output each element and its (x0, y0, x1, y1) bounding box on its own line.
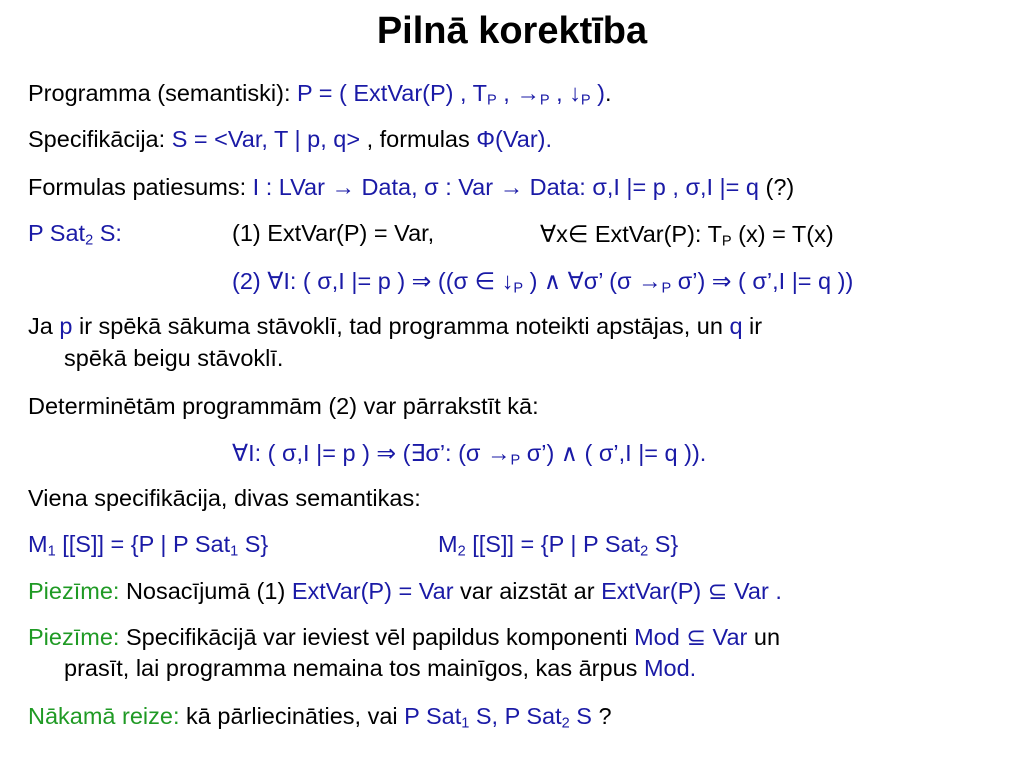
sat2-condition-2: (2) ∀I: ( σ,I |= p ) ⇒ ((σ ∈ $↓_P$ ) ∧ ∀σ’ ($\sigma \to_P$ σ’) ⇒ ( σ’,I |= q )) (232, 268, 854, 297)
deterministic-line: Determinētām programmām (2) var pārrakstīt kā: (28, 393, 539, 419)
note-1-line: Piezīme: Nosacījumā (1) ExtVar(P) = Var var aizstāt ar ExtVar(P) ⊆ Var . (28, 578, 782, 604)
explanation-line: Ja p ir spēkā sākuma stāvoklī, tad programma noteikti apstājas, un q ir (28, 313, 763, 339)
formula-truth-line: Formulas patiesums: I : LVar → Data, σ : Var → Data: σ,I |= p , σ,I |= q (?) (28, 174, 795, 200)
explanation-line-cont: spēkā beigu stāvoklī. (64, 345, 284, 371)
note-2-line: Piezīme: Specifikācijā var ieviest vēl papildus komponenti Mod ⊆ Var un (28, 624, 781, 650)
deterministic-formula: ∀I: ( σ,I |= p ) ⇒ (∃σ’: ($\sigma \to_P$ σ’) ∧ ( σ’,I |= q )). (232, 440, 707, 469)
program-semantics-line: Programma (semantiski): P = ( ExtVar(P) , $T_P$ , $\to_P$ , $↓_P$ ). (28, 80, 612, 109)
slide-title: Pilnā korektība (376, 10, 648, 52)
m2-definition: $M_2$ [[S]] = {P | P Sat$_2$ S} (438, 531, 679, 560)
next-time-line: Nākamā reize: kā pārliecināties, vai P Sat$_1$ S, P Sat$_2$ S ? (28, 703, 612, 732)
sat2-condition-1: P Sat$_2$ S: (28, 220, 122, 249)
specification-line: Specifikācija: S = <Var, T | p, q> , formulas Φ(Var). (28, 126, 553, 152)
note-2-line-cont: prasīt, lai programma nemaina tos mainīgos, kas ārpus Mod. (64, 655, 697, 681)
condition-1-forall: ∀x∈ ExtVar(P): $T_P$ (x) = T(x) (540, 221, 834, 250)
two-semantics-line: Viena specifikācija, divas semantikas: (28, 485, 421, 511)
condition-1-text: (1) ExtVar(P) = Var, (232, 220, 435, 246)
m1-definition: $M_1$ [[S]] = {P | P Sat$_1$ S} (28, 531, 269, 560)
